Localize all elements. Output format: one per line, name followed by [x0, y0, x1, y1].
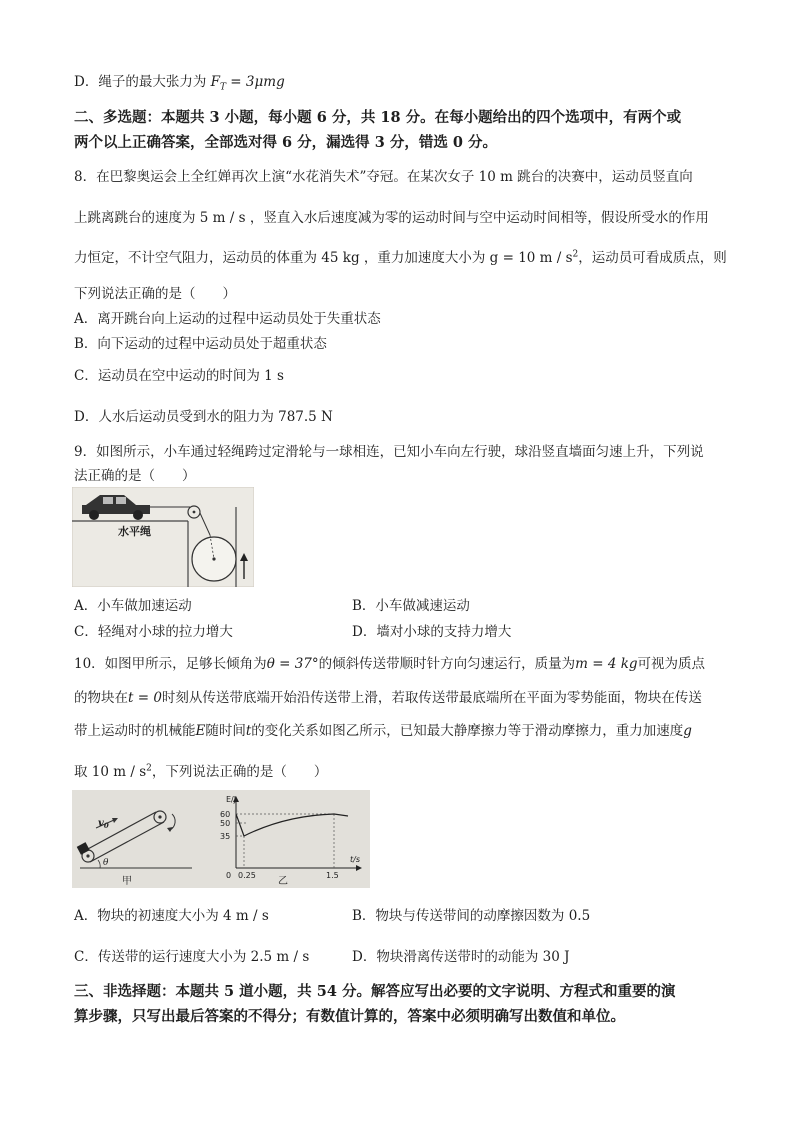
q9-option-d: D．墙对小球的支持力增大: [352, 624, 512, 640]
svg-text:0: 0: [226, 871, 232, 880]
q8-stem-line4: 下列说法正确的是（ ）: [74, 286, 236, 302]
q8-stem-line3: 力恒定，不计空气阻力，运动员的体重为 45 kg ，重力加速度大小为 g = 10 m / $s^2$，运动员可看成质点，则: [74, 249, 727, 266]
svg-text:t/s: t/s: [350, 855, 360, 864]
svg-text:1.5: 1.5: [326, 871, 339, 880]
q10-figure-jia-label: 甲: [122, 876, 132, 887]
q8-stem-line2: 上跳离跳台的速度为 5 m / s ，竖直入水后速度减为零的运动时间与空中运动时间相等，假设所受水的作用: [74, 210, 709, 226]
section3-heading-line1: 三、非选择题：本题共 5 道小题，共 54 分。解答应写出必要的文字说明、方程式和重要的演: [74, 983, 676, 1000]
svg-text:E/J: E/J: [226, 795, 237, 804]
q10-option-a: A．物块的初速度大小为 4 m / s: [74, 908, 269, 924]
section2-heading-line2: 两个以上正确答案，全部选对得 6 分，漏选得 3 分，错选 0 分。: [74, 134, 498, 151]
section2-heading-line1: 二、多选题：本题共 3 小题，每小题 6 分，共 18 分。在每小题给出的四个选项中，有两个或: [74, 109, 682, 126]
q10-stem-line3: 带上运动时的机械能E随时间t的变化关系如图乙所示，已知最大静摩擦力等于滑动摩擦力，重力加速度g: [74, 723, 692, 739]
svg-text:35: 35: [220, 832, 231, 841]
q10-option-d: D．物块滑离传送带时的动能为 30 J: [352, 949, 570, 965]
q9-stem-line1: 9．如图所示，小车通过轻绳跨过定滑轮与一球相连，已知小车向左行驶，球沿竖直墙面匀速上升，下列说: [74, 444, 704, 460]
q10-figure: [72, 790, 370, 888]
svg-text:0.25: 0.25: [238, 871, 256, 880]
q9-figure-label: 水平绳: [118, 525, 151, 538]
q8-option-b: B．向下运动的过程中运动员处于超重状态: [74, 336, 327, 352]
q9-option-b: B．小车做减速运动: [352, 598, 470, 614]
q8-option-c: C．运动员在空中运动的时间为 1 s: [74, 368, 284, 384]
q10-figure-yi-label: 乙: [278, 876, 288, 887]
q10-stem-line1: 10．如图甲所示，足够长倾角为θ = 37°的倾斜传送带顺时针方向匀速运行，质量为m = 4 kg可视为质点: [74, 656, 706, 672]
q8-stem-line1: 8．在巴黎奥运会上全红婵再次上演“水花消失术”夺冠。在某次女子 10 m 跳台的决赛中，运动员竖直向: [74, 169, 693, 185]
svg-text:v0: $v_0$: [98, 818, 109, 830]
q9-figure: [72, 487, 254, 587]
q9-option-a: A．小车做加速运动: [74, 598, 192, 614]
svg-text:60: 60: [220, 810, 231, 819]
q9-stem-line2: 法正确的是（ ）: [74, 468, 196, 484]
q7-option-d-formula: $F_T = 3\mu mg$: [210, 74, 285, 93]
q7-option-d-label: D．绳子的最大张力为: [74, 74, 207, 90]
q10-stem-line2: 的物块在t = 0时刻从传送带底端开始沿传送带上滑，若取传送带最底端所在平面为零势能面，物块在传送: [74, 690, 702, 706]
q10-option-c: C．传送带的运行速度大小为 2.5 m / s: [74, 949, 310, 965]
section3-heading-line2: 算步骤，只写出最后答案的不得分；有数值计算的，答案中必须明确写出数值和单位。: [74, 1008, 625, 1025]
q8-option-a: A．离开跳台向上运动的过程中运动员处于失重状态: [74, 311, 381, 327]
q10-option-b: B．物块与传送带间的动摩擦因数为 0.5: [352, 908, 591, 924]
svg-text:50: 50: [220, 819, 231, 828]
q9-option-c: C．轻绳对小球的拉力增大: [74, 624, 233, 640]
svg-text:θ: θ: [103, 858, 109, 868]
q7-option-d: [74, 70, 285, 93]
q8-option-d: D．人水后运动员受到水的阻力为 787.5 N: [74, 409, 333, 425]
q10-stem-line4: 取 10 m / $s^2$，下列说法正确的是（ ）: [74, 763, 328, 780]
